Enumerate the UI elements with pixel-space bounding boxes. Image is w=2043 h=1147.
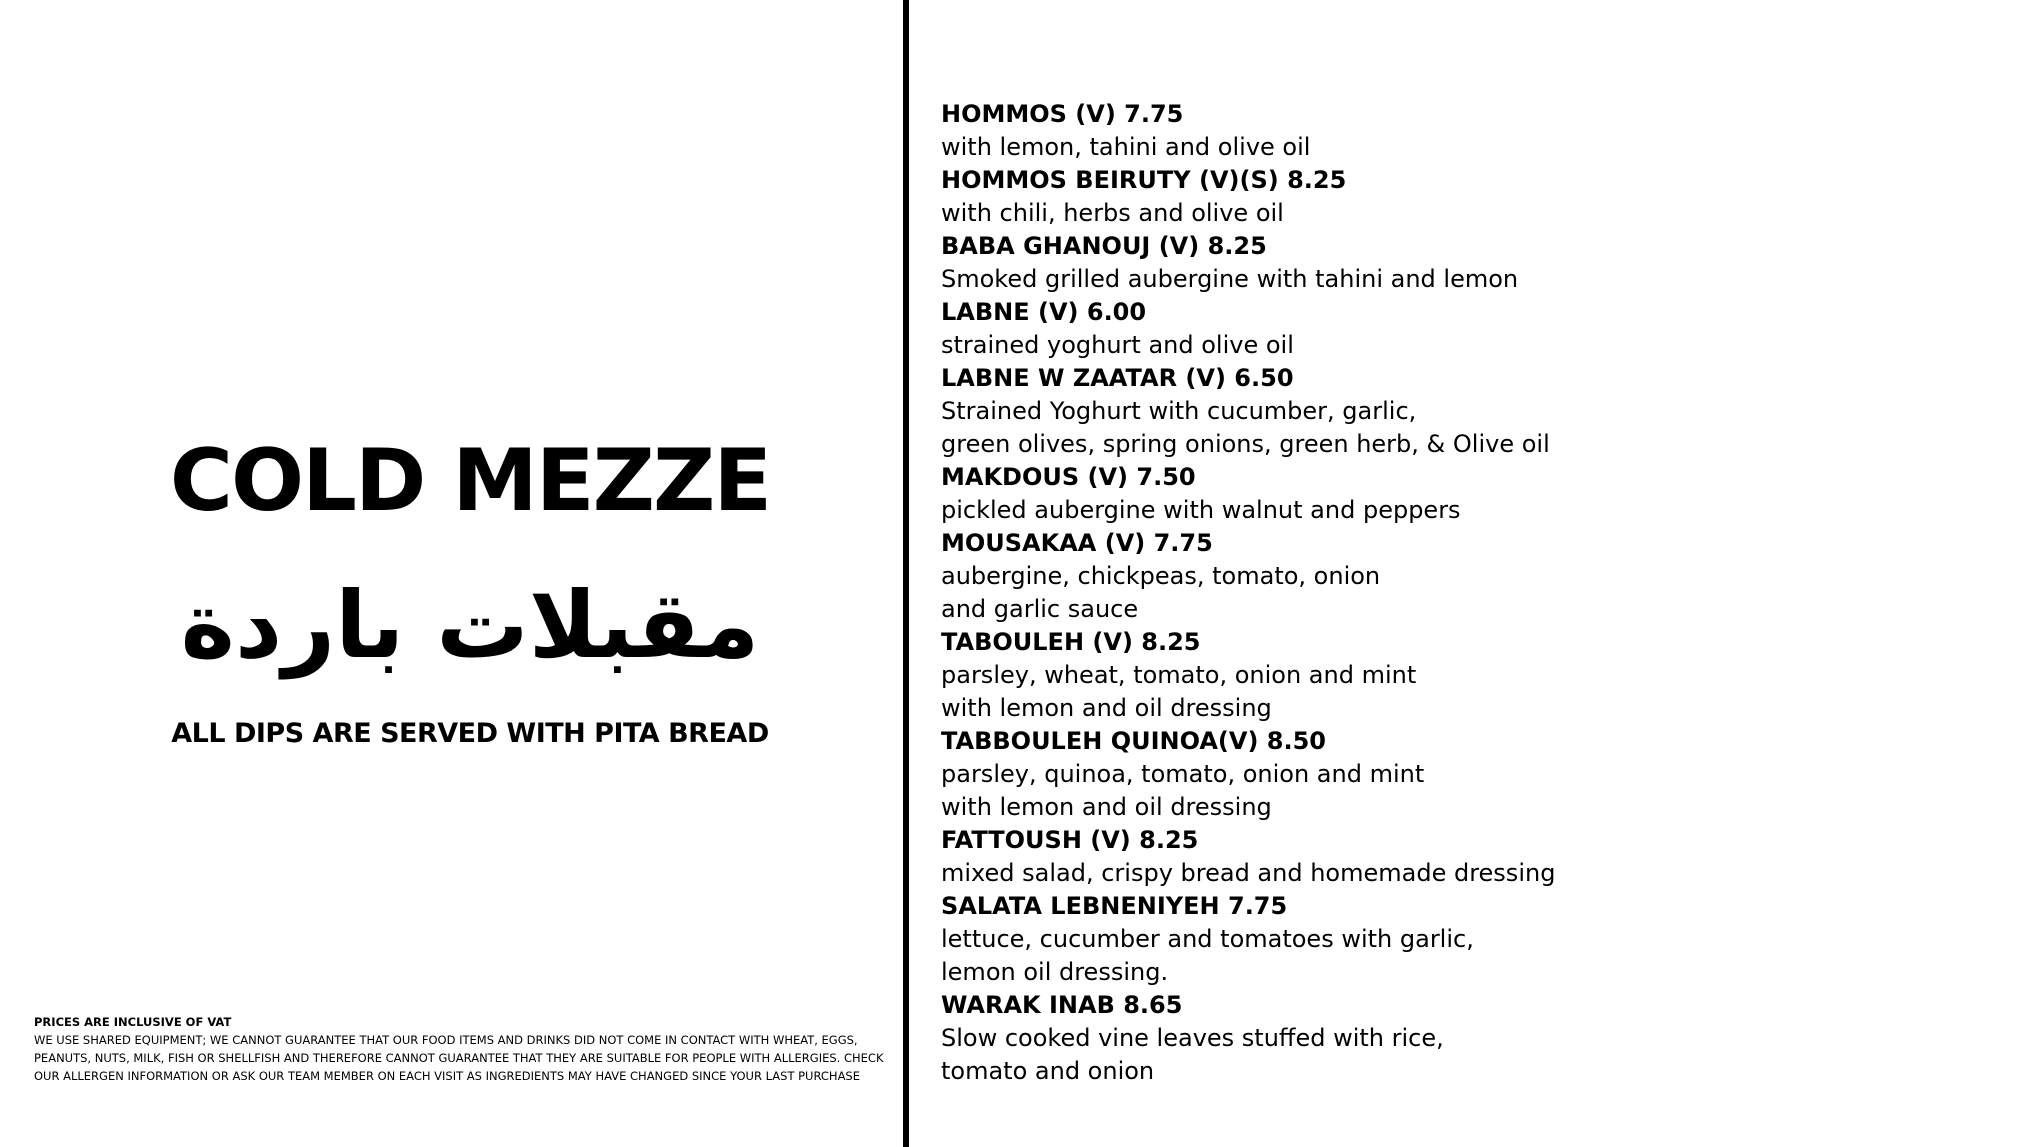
menu-item-description: aubergine, chickpeas, tomato, onion — [941, 562, 1381, 590]
menu-item-description: with chili, herbs and olive oil — [941, 199, 1284, 227]
menu-item — [941, 527, 2001, 626]
vertical-divider — [903, 0, 909, 1147]
menu-item-description: Smoked grilled aubergine with tahini and lemon — [941, 265, 1519, 293]
menu-item — [941, 98, 2001, 164]
menu-item-name: WARAK INAB 8.65 — [941, 991, 1183, 1019]
menu-item — [941, 824, 2001, 890]
subtitle: ALL DIPS ARE SERVED WITH PITA BREAD — [171, 718, 769, 749]
menu-item-name: HOMMOS (V) 7.75 — [941, 100, 1184, 128]
menu-item-description: parsley, quinoa, tomato, onion and mint — [941, 760, 1425, 788]
allergen-note: WE USE SHARED EQUIPMENT; WE CANNOT GUARANTEE THAT OUR FOOD ITEMS AND DRINKS DID NOT COME IN CONTACT WITH WHEAT, EGGS, PEANUTS, NUTS, MILK, FISH OR SHELLFISH AND THEREFORE CANNOT GUARANTEE THAT THEY ARE SUITABLE FOR PEOPLE WITH ALLERGIES. CHECK OUR ALLERGEN INFORMATION OR ASK OUR TEAM MEMBER ON EACH VISIT AS INGREDIENTS MAY HAVE CHANGED SINCE YOUR LAST PURCHASE — [34, 1033, 884, 1083]
menu-item — [941, 890, 2001, 989]
arabic-title: مقبلات باردة — [180, 572, 760, 679]
menu-item-description: mixed salad, crispy bread and homemade dressing — [941, 859, 1556, 887]
menu-item — [941, 296, 2001, 362]
menu-item-description: Strained Yoghurt with cucumber, garlic, — [941, 397, 1417, 425]
menu-list — [941, 98, 2001, 1088]
menu-item-name: LABNE (V) 6.00 — [941, 298, 1147, 326]
page-title: COLD MEZZE — [169, 431, 771, 531]
menu-item-description: tomato and onion — [941, 1057, 1155, 1085]
menu-item-description: lettuce, cucumber and tomatoes with garlic, — [941, 925, 1474, 953]
menu-item-description: with lemon and oil dressing — [941, 694, 1272, 722]
menu-item-name: TABBOULEH QUINOA(V) 8.50 — [941, 727, 1327, 755]
menu-item — [941, 725, 2001, 824]
menu-item-description: lemon oil dressing. — [941, 958, 1169, 986]
menu-item — [941, 164, 2001, 230]
disclaimer — [34, 1013, 894, 1085]
menu-item-description: green olives, spring onions, green herb, & Olive oil — [941, 430, 1550, 458]
menu-item-name: LABNE W ZAATAR (V) 6.50 — [941, 364, 1294, 392]
menu-item — [941, 989, 2001, 1088]
menu-item-name: FATTOUSH (V) 8.25 — [941, 826, 1199, 854]
menu-item-description: Slow cooked vine leaves stuffed with rice, — [941, 1024, 1444, 1052]
menu-item-description: with lemon, tahini and olive oil — [941, 133, 1311, 161]
left-panel — [0, 0, 903, 1147]
menu-item-name: MAKDOUS (V) 7.50 — [941, 463, 1196, 491]
menu-item-name: TABOULEH (V) 8.25 — [941, 628, 1201, 656]
menu-item — [941, 362, 2001, 461]
menu-item-name: BABA GHANOUJ (V) 8.25 — [941, 232, 1267, 260]
menu-item — [941, 230, 2001, 296]
menu-item-name: MOUSAKAA (V) 7.75 — [941, 529, 1213, 557]
vat-note: PRICES ARE INCLUSIVE OF VAT — [34, 1015, 232, 1029]
menu-item-description: with lemon and oil dressing — [941, 793, 1272, 821]
menu-item-name: SALATA LEBNENIYEH 7.75 — [941, 892, 1288, 920]
menu-item-description: strained yoghurt and olive oil — [941, 331, 1294, 359]
menu-item — [941, 626, 2001, 725]
menu-item-name: HOMMOS BEIRUTY (V)(S) 8.25 — [941, 166, 1347, 194]
menu-item — [941, 461, 2001, 527]
menu-item-description: and garlic sauce — [941, 595, 1139, 623]
menu-item-description: parsley, wheat, tomato, onion and mint — [941, 661, 1417, 689]
menu-item-description: pickled aubergine with walnut and peppers — [941, 496, 1461, 524]
